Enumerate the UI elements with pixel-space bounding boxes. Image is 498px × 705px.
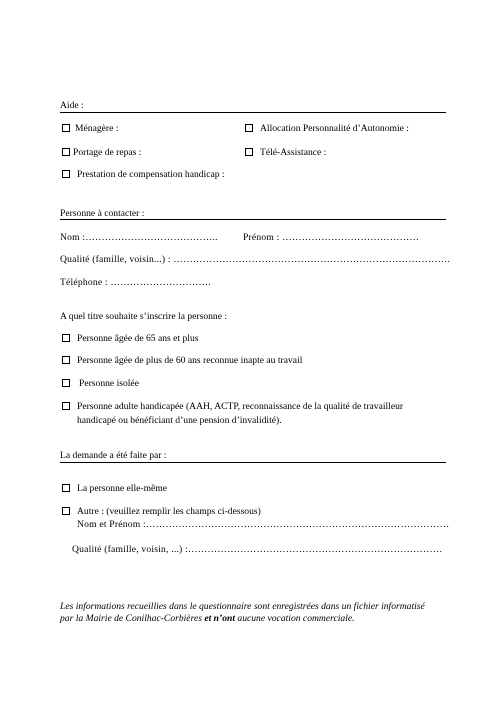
pch-label: Prestation de compensation handicap : [77,169,225,180]
privacy-note-part-c: aucune vocation commerciale. [235,613,355,624]
demande-section-title: La demande a été faite par : [60,450,167,461]
contact-telephone-field[interactable]: Téléphone : …………………………. [60,277,211,288]
demande-nom-prenom-field[interactable]: Nom et Prénom :………………………………………………………………………………… [77,519,450,530]
contact-qualite-field[interactable]: Qualité (famille, voisin...) : …………………………………………………………………………. [60,254,451,265]
privacy-note-line2 [60,614,355,624]
contact-nom-field[interactable]: Nom :………………………………….. [60,232,218,243]
contact-prenom-field[interactable]: Prénom : …………………………………… [243,232,420,243]
contact-divider [60,219,446,220]
adulte-handicape-label: Personne adulte handicapée (AAH, ACTP, reconnaissance de la qualité de travailleur [77,401,404,412]
aide-divider [60,112,446,113]
privacy-note-emphasis: et n’ont [204,613,235,624]
privacy-note-line1: Les informations recueillies dans le questionnaire sont enregistrées dans un fichier informatisé [60,601,425,612]
portage-repas-label: Portage de repas : [73,147,142,158]
personne-elle-meme-checkbox[interactable] [62,484,70,492]
contact-section-title: Personne à contacter : [60,208,145,219]
age-60-inapte-label: Personne âgée de plus de 60 ans reconnue inapte au travail [77,355,303,366]
titre-section-title: A quel titre souhaite s’inscrire la personne : [60,311,228,322]
demande-divider [60,462,446,463]
tele-assistance-checkbox[interactable] [245,148,253,156]
menagere-label: Ménagère : [75,123,119,134]
tele-assistance-label: Télé-Assistance : [260,147,327,158]
personne-elle-meme-label: La personne elle-même [77,483,168,494]
personne-isolee-label: Personne isolée [79,378,139,389]
autre-checkbox[interactable] [62,507,70,515]
adulte-handicape-checkbox[interactable] [62,402,70,410]
pch-checkbox[interactable] [62,170,70,178]
demande-qualite-field[interactable]: Qualité (famille, voisin, ...) :…………………………………………………………………… [72,544,443,555]
portage-repas-checkbox[interactable] [62,148,70,156]
privacy-note-part-a: par la Mairie de Conilhac-Corbières [60,613,205,624]
apa-checkbox[interactable] [245,124,253,132]
apa-label: Allocation Personnalité d’Autonomie : [260,123,409,134]
aide-section-title: Aide : [60,100,84,111]
menagere-checkbox[interactable] [62,124,70,132]
autre-label: Autre : (veuillez remplir les champs ci-dessous) [77,506,261,517]
personne-isolee-checkbox[interactable] [62,379,70,387]
age-65-checkbox[interactable] [62,334,70,342]
adulte-handicape-label-line2: handicapé ou bénéficiant d’une pension d’invalidité). [77,415,282,426]
age-65-label: Personne âgée de 65 ans et plus [77,333,199,344]
age-60-inapte-checkbox[interactable] [62,356,70,364]
